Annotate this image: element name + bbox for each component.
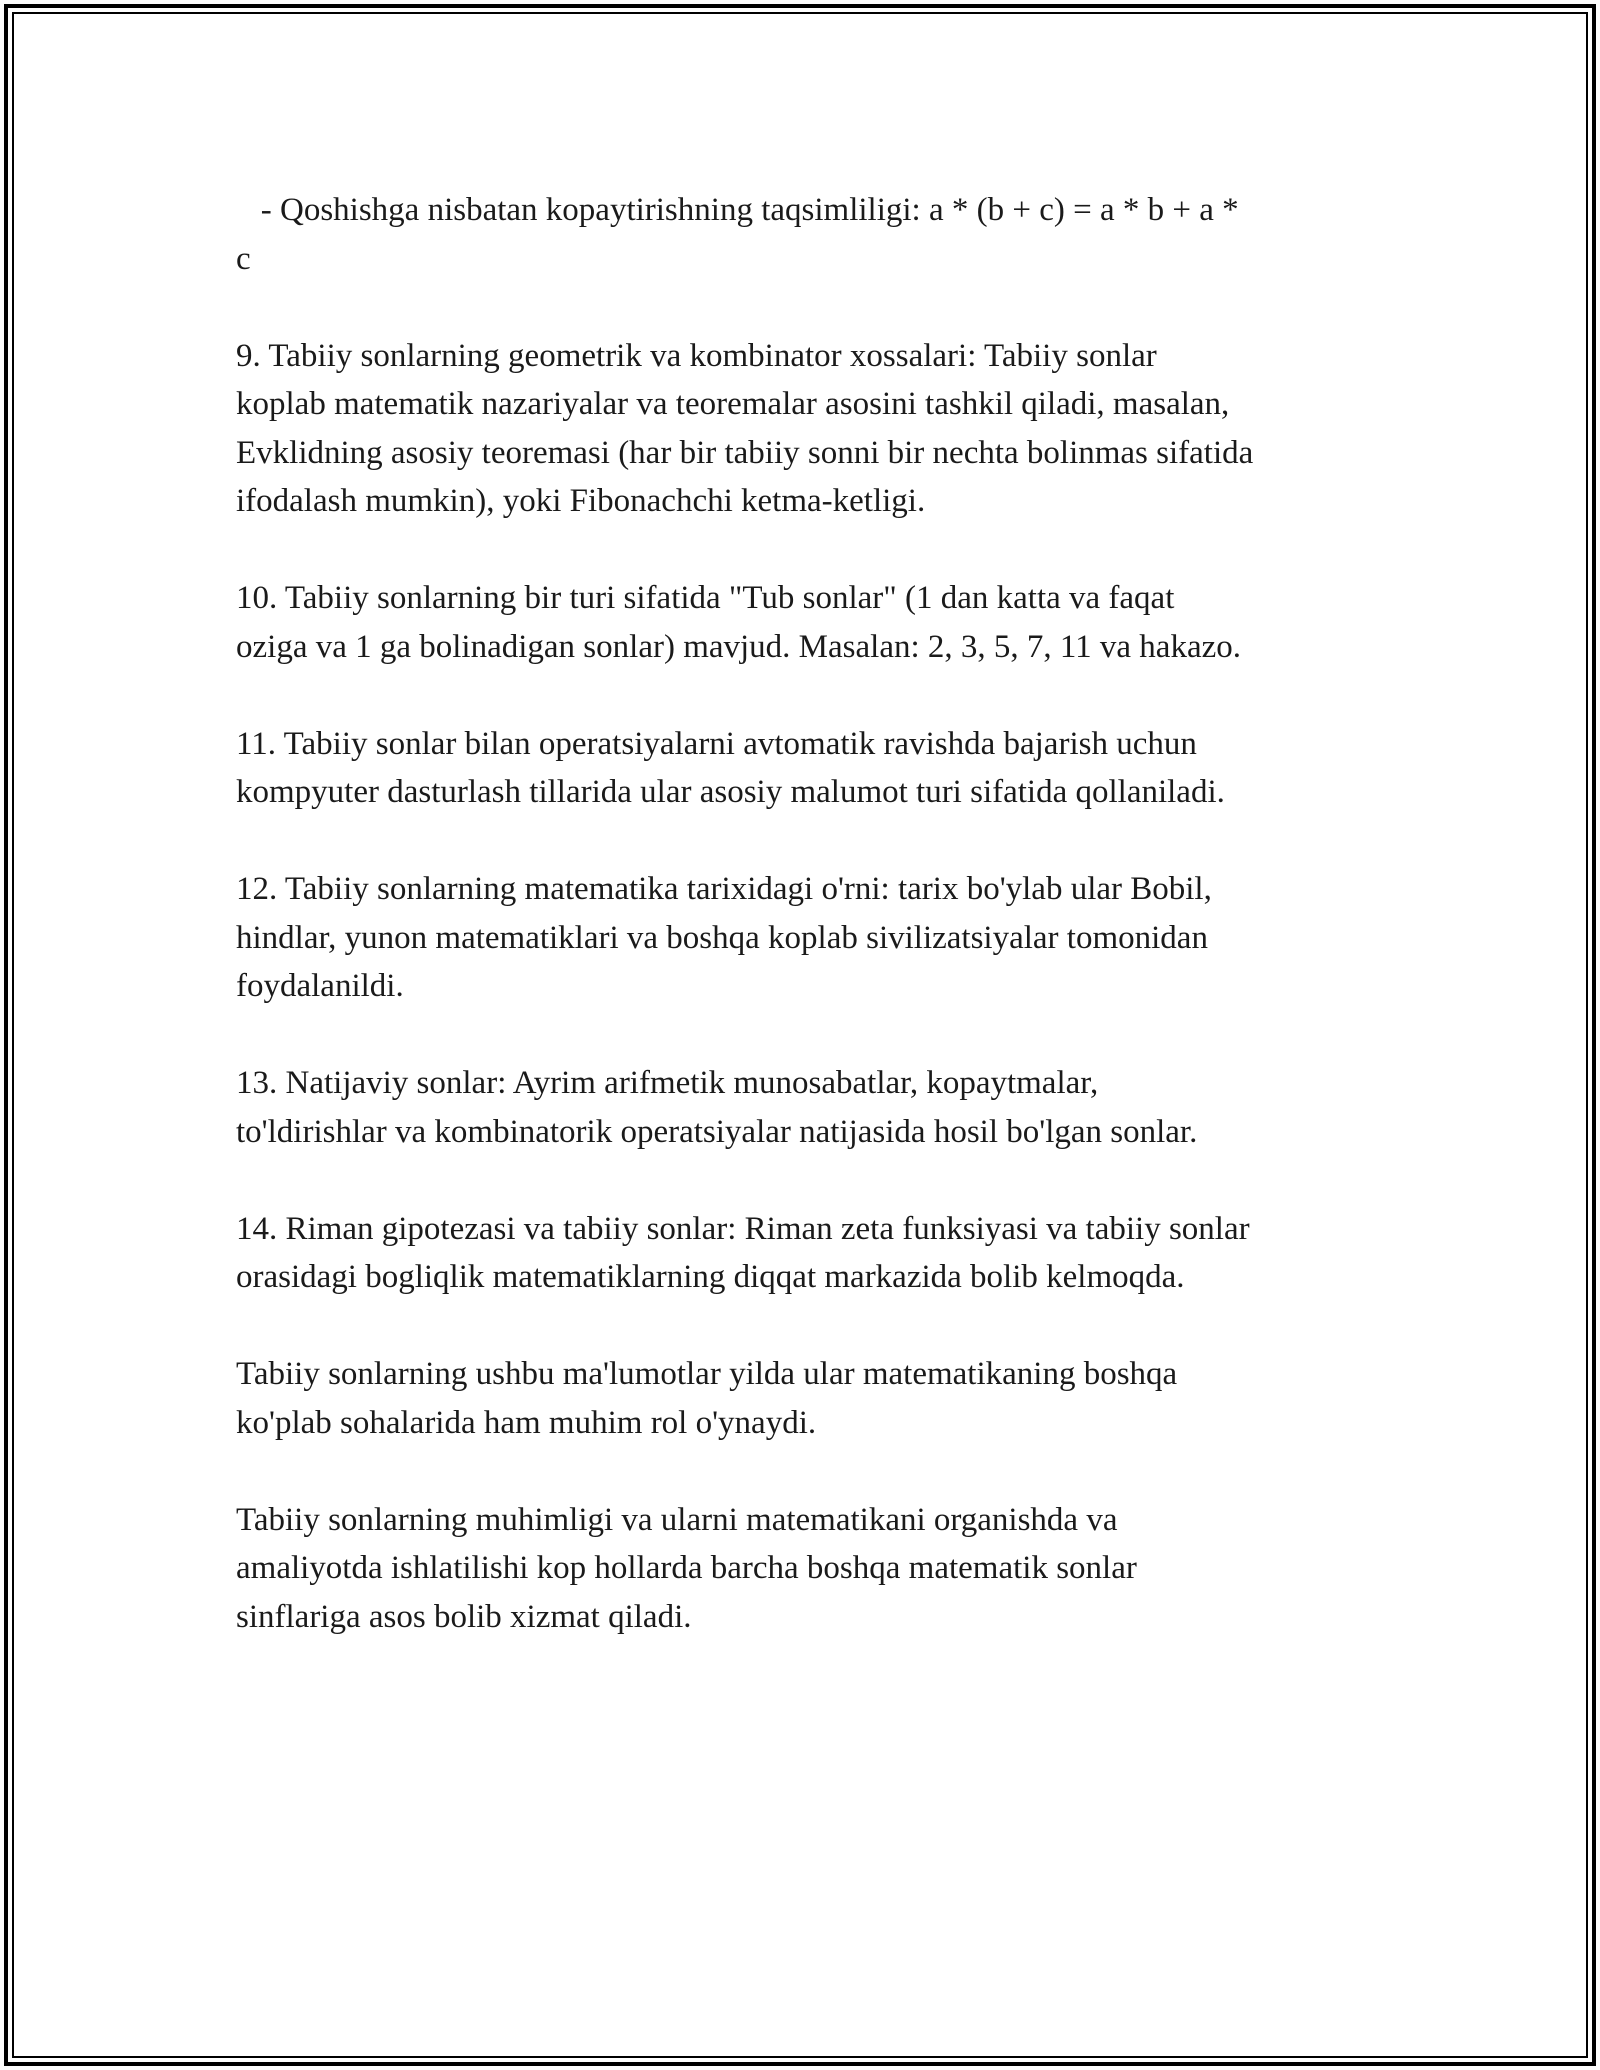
document-body xyxy=(236,186,1368,1690)
paragraph-conclusion: Tabiiy sonlarning muhimligi va ularni matematikani organishda va amaliyotda ishlatilishi kop hollarda barcha boshqa matematik sonlar sinflariga asos bolib xizmat qiladi. xyxy=(236,1501,1137,1635)
paragraph-summary: Tabiiy sonlarning ushbu ma'lumotlar yilda ular matematikaning boshqa ko'plab sohalarida ham muhim rol o'ynaydi. xyxy=(236,1356,1178,1441)
paragraph-item-9: 9. Tabiiy sonlarning geometrik va kombinator xossalari: Tabiiy sonlar koplab matematik nazariyalar va teoremalar asosini tashkil qiladi, masalan, Evklidning asosiy teoremasi (har bir tabiiy sonni bir nechta bolinmas sifatida ifodalash mumkin), yoki Fibonachchi ketma-ketligi. xyxy=(236,337,1254,519)
paragraph-item-14: 14. Riman gipotezasi va tabiiy sonlar: Riman zeta funksiyasi va tabiiy sonlar orasidagi bogliqlik matematiklarning diqqat markazida bolib kelmoqda. xyxy=(236,1210,1250,1295)
paragraph-item-13: 13. Natijaviy sonlar: Ayrim arifmetik munosabatlar, kopaytmalar, to'ldirishlar va kombinatorik operatsiyalar natijasida hosil bo'lgan sonlar. xyxy=(236,1065,1198,1150)
paragraph-item-10: 10. Tabiiy sonlarning bir turi sifatida "Tub sonlar" (1 dan katta va faqat oziga va 1 ga bolinadigan sonlar) mavjud. Masalan: 2, 3, 5, 7, 11 va hakazo. xyxy=(236,580,1242,665)
paragraph-item-12: 12. Tabiiy sonlarning matematika tarixidagi o'rni: tarix bo'ylab ular Bobil, hindlar, yunon matematiklari va boshqa koplab sivilizatsiyalar tomonidan foydalanildi. xyxy=(236,871,1212,1004)
paragraph-distributive-property: - Qoshishga nisbatan kopaytirishning taqsimliligi: a * (b + c) = a * b + a * c xyxy=(236,192,1239,277)
paragraph-item-11: 11. Tabiiy sonlar bilan operatsiyalarni avtomatik ravishda bajarish uchun kompyuter dasturlash tillarida ular asosiy malumot turi sifatida qollaniladi. xyxy=(236,725,1225,810)
